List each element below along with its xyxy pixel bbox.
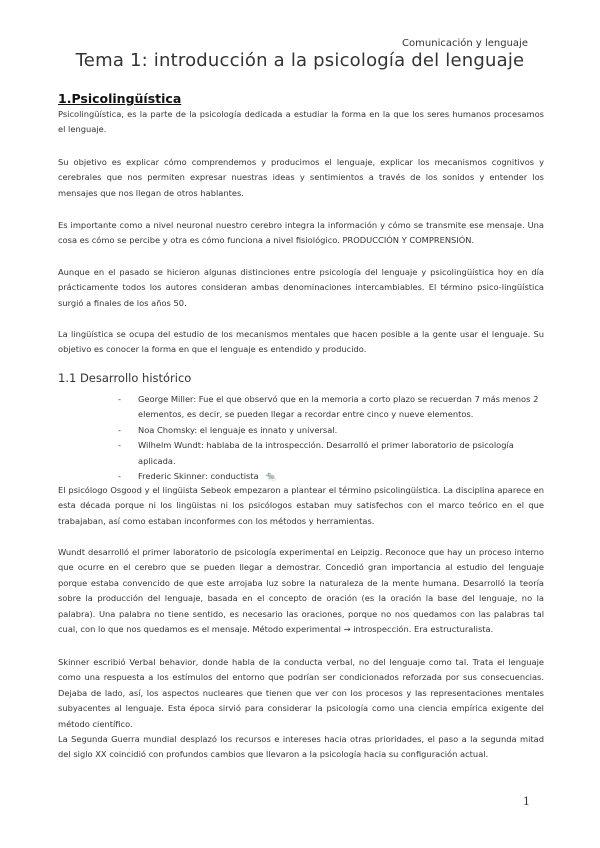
list-item-text: Frederic Skinner: conductista — [138, 471, 259, 482]
list-item-text: Noa Chomsky: el lenguaje es innato y universal. — [138, 424, 338, 435]
document-title: Tema 1: introducción a la psicología del lenguaje — [75, 50, 525, 71]
paragraph: La Segunda Guerra mundial desplazó los recursos e intereses hacia otras prioridades, el paso a la segunda mitad del siglo XX coincidió con profundos cambios que llevaron a la psicología hacia su configuración actual. — [58, 734, 544, 760]
list-item — [112, 438, 544, 469]
paragraph: Psicolingüística, es la parte de la psicología dedicada a estudiar la forma en la que los seres humanos procesamos el lenguaje. — [58, 109, 544, 135]
list-item — [112, 423, 544, 438]
bullet-marker: - — [118, 471, 121, 482]
section-heading-psicolinguistica: 1.Psicolingüística — [58, 91, 182, 106]
list-item-text: George Miller: Fue el que observó que en la memoria a corto plazo se recuerdan 7 más menos 2 elementos, es decir, se pueden llegar a recordar entre cinco y nueve elementos. — [138, 394, 539, 420]
paragraph: Skinner escribió Verbal behavior, donde habla de la conducta verbal, no del lenguaje como tal. Trata el lenguaje como una respuesta a los estímulos del entorno que podrían ser condicionados reforzada por sus consecuencias. Dejaba de lado, así, los aspectos nucleares que tienen que ver con los procesos y las representaciones mentales subyacentes al lenguaje. Esta época sirvió para considerar la psicología como una ciencia empírica exigente del método científico. — [58, 657, 544, 729]
subsection-heading-desarrollo-historico: 1.1 Desarrollo histórico — [58, 371, 192, 385]
paragraph: Aunque en el pasado se hicieron algunas distinciones entre psicología del lenguaje y psicolingüística hoy en día prácticamente todos los autores consideran ambas denominaciones intercambiables. El término psico-lingüística surgió a finales de los años 50. — [58, 267, 544, 308]
paragraph: Es importante como a nivel neuronal nuestro cerebro integra la información y cómo se transmite ese mensaje. Una cosa es cómo se percibe y otra es cómo funciona a nivel fisiológico. PRODUCCIÓN Y COMPRENSIÓN. — [58, 220, 544, 246]
list-item-text: Wilhelm Wundt: hablaba de la introspección. Desarrolló el primer laboratorio de psicología aplicada. — [138, 440, 514, 466]
list-item — [112, 392, 544, 423]
historical-authors-list — [112, 392, 544, 485]
page-number: 1 — [523, 795, 530, 808]
paragraph: Su objetivo es explicar cómo comprendemos y producimos el lenguaje, explicar los mecanismos cognitivos y cerebrales que nos permiten expresar nuestras ideas y sentimientos a través de los sonidos y entender los mensajes que nos llegan de otros hablantes. — [58, 157, 544, 198]
bullet-marker: - — [118, 424, 121, 435]
paragraph: El psicólogo Osgood y el lingüista Sebeok empezaron a plantear el término psicolingüística. La disciplina aparece en esta década porque ni los lingüistas ni los psicólogos estaban muy satisfechos con el marco teórico en el que trabajaban, así como estaban inconformes con los métodos y herramientas. — [58, 485, 544, 526]
paragraph: La lingüística se ocupa del estudio de los mecanismos mentales que hacen posible a la gente usar el lenguaje. Su objetivo es conocer la forma en que el lenguaje es entendido y producido. — [58, 329, 544, 355]
rat-icon: 🐀 — [265, 472, 277, 483]
bullet-marker: - — [118, 394, 121, 404]
paragraph: Wundt desarrolló el primer laboratorio de psicología experimental en Leipzig. Reconoce que hay un proceso interno que ocurre en el cerebro que se pueden llegar a demostrar. Concedió gran importancia al estudio del lenguaje porque estaba convencido de que este arrojaba luz sobre la naturaleza de la mente humana. Desarrolló la teoría sobre la producción del lenguaje, basada en el concepto de oración (es la oración la base del lenguaje, no la palabra). Una palabra no tiene sentido, es necesario las oraciones, porque no nos quedamos con las palabras tal cual, con lo que nos quedamos es el mensaje. Método experimental → introspección. Era estructuralista. — [58, 547, 544, 635]
bullet-marker: - — [118, 440, 121, 451]
document-subject: Comunicación y lenguaje — [402, 38, 528, 49]
